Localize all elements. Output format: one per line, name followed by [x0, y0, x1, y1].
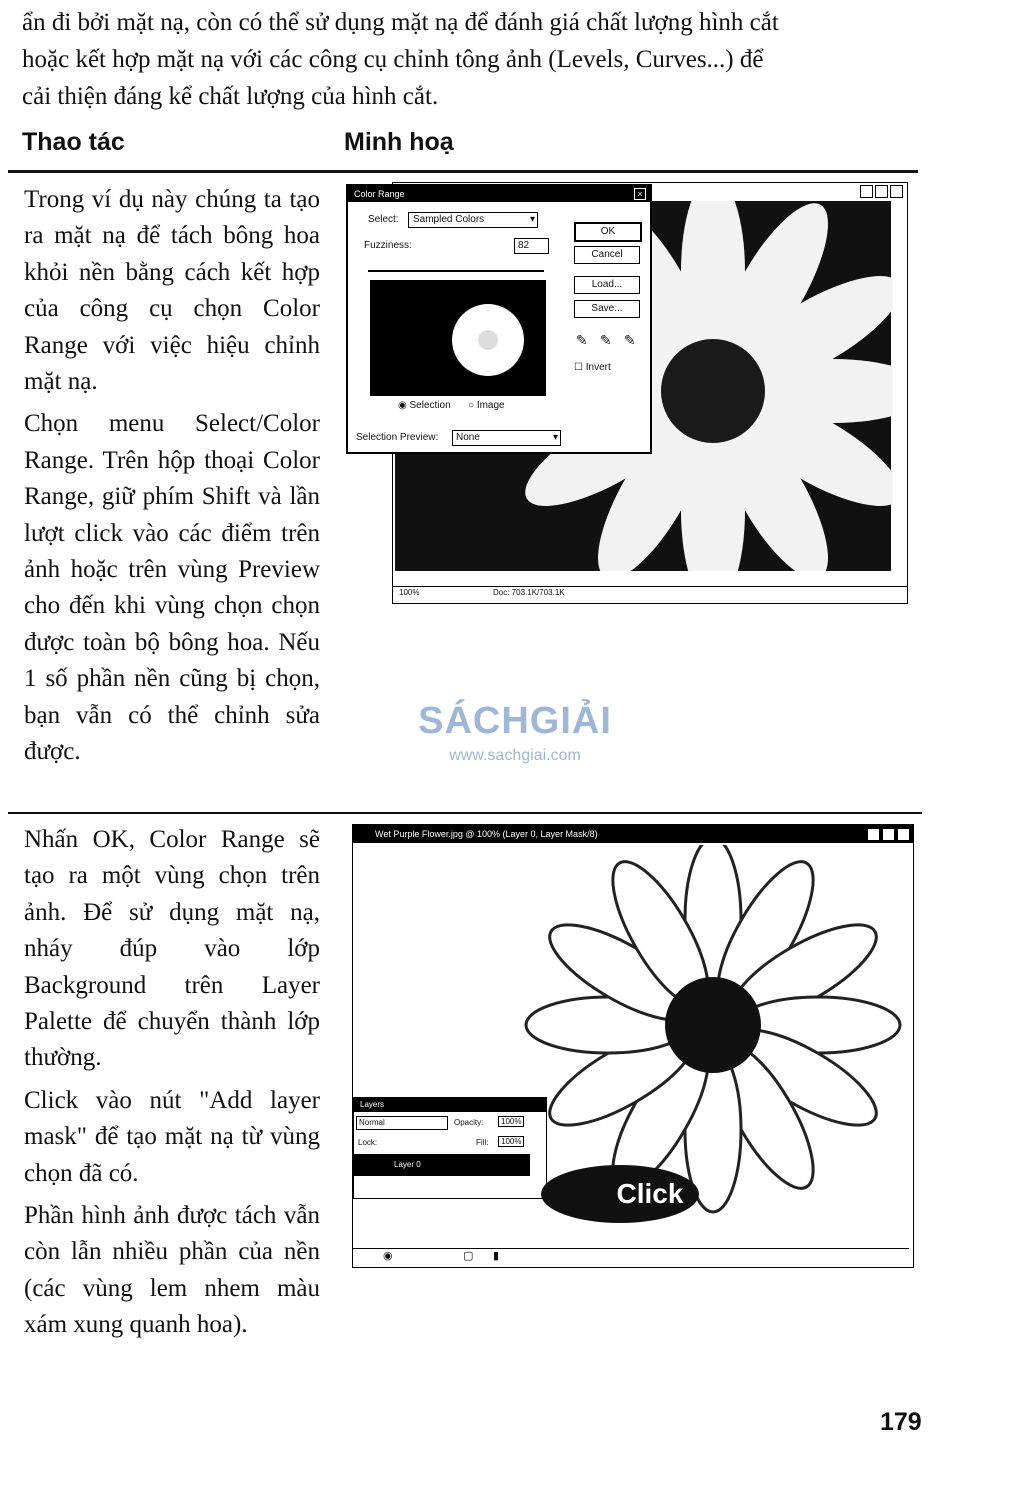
watermark-brand: SÁCHGIẢI [418, 700, 612, 742]
header-thao-tac: Thao tác [22, 128, 125, 156]
page-number: 179 [880, 1408, 922, 1436]
chevron-down-icon: ▾ [529, 214, 535, 225]
layer-mask-screenshot [352, 824, 914, 1268]
dialog-title: Color Range [348, 186, 650, 202]
watermark-url: www.sachgiai.com [449, 747, 581, 764]
new-layer-icon[interactable]: ▢ [463, 1250, 474, 1262]
intro-line: ẩn đi bởi mặt nạ, còn có thể sử dụng mặt nạ để đánh giá chất lượng hình cắt [22, 9, 779, 36]
row-divider [8, 812, 922, 814]
layer-name: Layer 0 [394, 1160, 421, 1169]
opacity-label: Opacity: [454, 1118, 484, 1127]
load-button[interactable]: Load... [574, 276, 640, 294]
window-title: Wet Purple Flower.jpg @ 100% (Layer 0, Layer Mask/8) [353, 825, 913, 843]
window-controls [860, 185, 903, 198]
header-minh-hoa: Minh hoạ [344, 128, 454, 156]
fill-label: Fill: [476, 1138, 489, 1147]
radio-image[interactable]: ○ Image [468, 400, 505, 411]
radio-selection[interactable]: ◉ Selection [398, 400, 451, 411]
invert-checkbox[interactable]: ☐ Invert [574, 362, 611, 373]
click-label: Click [616, 1178, 684, 1209]
cancel-button[interactable]: Cancel [574, 246, 640, 264]
header-rule [8, 170, 918, 173]
eyedropper-plus-icon[interactable]: ✎ [600, 332, 612, 348]
color-range-screenshot [344, 182, 910, 604]
status-bar [393, 586, 907, 599]
lock-label: Lock: [358, 1138, 378, 1147]
fuzziness-label: Fuzziness: [364, 240, 412, 251]
opacity-input[interactable]: 100% [498, 1116, 524, 1127]
save-button[interactable]: Save... [574, 300, 640, 318]
row1-paragraph: Trong ví dụ này chúng ta tạo ra mặt nạ để tách bông hoa khỏi nền bằng cách kết hợp của công cụ chọn Color Range với việc hiệu chỉnh mặt nạ. [24, 186, 320, 396]
zoom-readout: 100% [399, 588, 420, 597]
doc-size-readout: Doc: 703.1K/703.1K [493, 588, 565, 597]
select-label: Select: [368, 214, 399, 225]
eyedropper-minus-icon[interactable]: ✎ [624, 332, 636, 348]
ok-button[interactable]: OK [574, 222, 642, 242]
trash-icon[interactable]: ▮ [493, 1250, 500, 1262]
layer-row[interactable] [354, 1154, 530, 1176]
color-range-dialog [346, 184, 652, 454]
intro-line: cải thiện đáng kể chất lượng của hình cắt. [22, 83, 439, 110]
close-icon[interactable]: × [634, 188, 646, 200]
row2-text [24, 822, 320, 1350]
palette-bottom-bar [353, 1248, 909, 1263]
layers-tab[interactable]: Layers [354, 1098, 546, 1112]
fuzziness-input[interactable]: 82 [514, 238, 549, 254]
row2-paragraph: Phần hình ảnh được tách vẫn còn lẫn nhiều phần của nền (các vùng lem nhem màu xám xung quanh hoa). [24, 1202, 320, 1339]
row1-paragraph: Chọn menu Select/Color Range. Trên hộp thoại Color Range, giữ phím Shift và lần lượt click vào các điểm trên ảnh hoặc trên vùng Preview cho đến khi vùng chọn chọn được toàn bộ bông hoa. Nếu 1 số phần nền cũng bị chọn, bạn vẫn có thể chỉnh sửa được. [24, 410, 320, 766]
preview-box[interactable] [370, 280, 546, 396]
intro-line: hoặc kết hợp mặt nạ với các công cụ chỉnh tông ảnh (Levels, Curves...) để [22, 46, 764, 73]
fuzziness-slider[interactable] [368, 270, 544, 272]
chevron-down-icon: ▾ [552, 432, 558, 443]
layers-palette [353, 1097, 547, 1199]
eyedropper-icon[interactable]: ✎ [576, 332, 588, 348]
preview-dropdown[interactable]: None ▾ [452, 430, 561, 446]
add-layer-mask-icon[interactable]: ◉ [383, 1250, 393, 1262]
intro-paragraph [22, 4, 922, 115]
row2-paragraph: Click vào nút "Add layer mask" để tạo mặt nạ từ vùng chọn đã có. [24, 1086, 320, 1187]
row1-text [24, 182, 320, 777]
row2-paragraph: Nhấn OK, Color Range sẽ tạo ra một vùng chọn trên ảnh. Để sử dụng mặt nạ, nháy đúp vào lớp Background trên Layer Palette để chuyển thành lớp thường. [24, 826, 320, 1072]
watermark [410, 700, 620, 765]
blend-mode-dropdown[interactable]: Normal [356, 1116, 448, 1130]
preview-label: Selection Preview: [356, 432, 439, 443]
window-controls [867, 828, 910, 841]
click-callout [541, 1165, 699, 1223]
fill-input[interactable]: 100% [498, 1136, 524, 1147]
select-dropdown[interactable]: Sampled Colors ▾ [408, 212, 538, 228]
preview-flower [370, 280, 546, 396]
